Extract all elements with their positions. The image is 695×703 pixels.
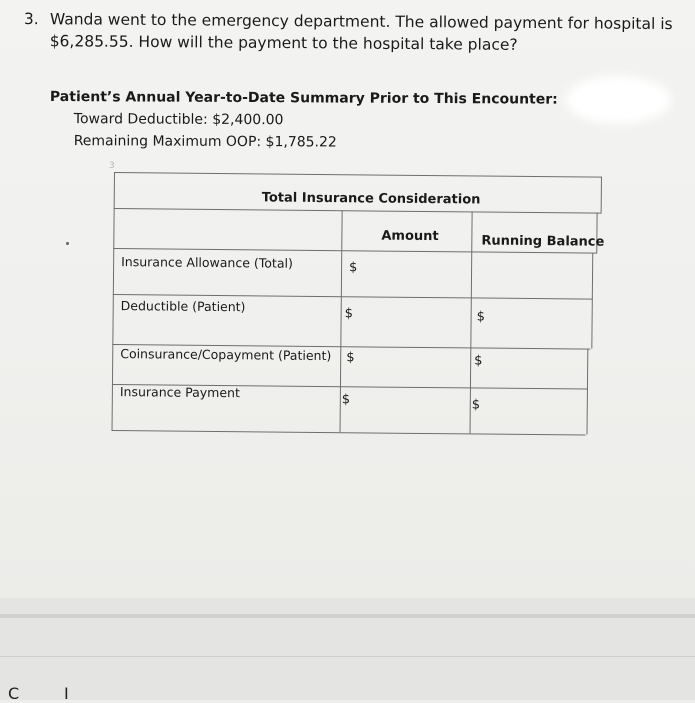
amount-cell: $ [341, 392, 351, 408]
table-rule [591, 253, 593, 349]
cropped-glyph: C [8, 684, 20, 703]
page-edge-line [0, 656, 695, 657]
stray-dot [66, 242, 69, 245]
row-label: Insurance Allowance (Total) [121, 254, 293, 271]
question-text: Wanda went to the emergency department. The allowed payment for hospital is $6,285.55. How will the payment to the hospital take place? [49, 10, 673, 54]
glare-smudge [565, 76, 671, 124]
row-label: Coinsurance/Copayment (Patient) [120, 346, 332, 364]
pencil-mark: 3 [109, 161, 115, 171]
table-rule [112, 172, 115, 430]
table-title: Total Insurance Consideration [261, 190, 481, 208]
balance-cell: $ [474, 353, 483, 369]
table-rule [112, 430, 586, 436]
page-edge-line [0, 614, 695, 618]
summary-heading: Patient’s Annual Year-to-Date Summary Prior to This Encounter: [49, 88, 558, 108]
row-label: Deductible (Patient) [120, 298, 246, 315]
balance-cell: $ [471, 397, 481, 413]
lower-page-edge [0, 598, 695, 703]
running-balance-header: Running Balance [481, 233, 605, 250]
question-number: 3. [23, 9, 39, 29]
table-rule [114, 172, 602, 178]
amount-cell: $ [346, 350, 355, 366]
row-label: Insurance Payment [119, 384, 240, 401]
amount-cell: $ [344, 306, 354, 322]
question-block [23, 8, 694, 54]
amount-header: Amount [381, 228, 439, 245]
amount-cell: $ [349, 260, 358, 276]
insurance-table [111, 172, 605, 441]
table-rule [587, 349, 589, 435]
balance-cell: $ [476, 309, 485, 325]
table-rule [114, 208, 602, 214]
cropped-glyph: I [64, 684, 69, 703]
table-rule [601, 177, 602, 213]
toward-deductible: Toward Deductible: $2,400.00 [73, 111, 284, 129]
ytd-summary [50, 86, 558, 155]
remaining-max-oop: Remaining Maximum OOP: $1,785.22 [73, 133, 337, 151]
